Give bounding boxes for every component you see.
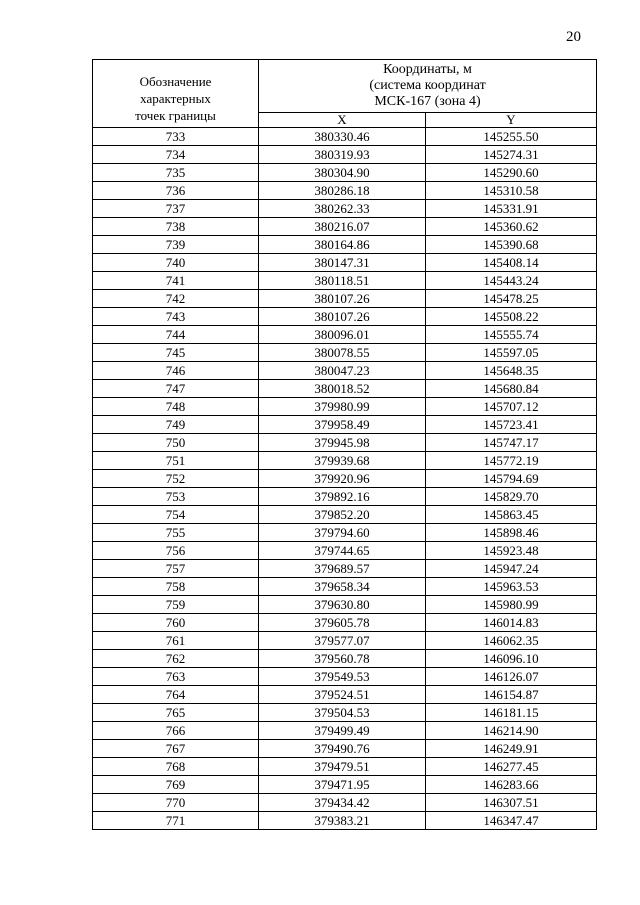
x-coordinate-cell: 379479.51 xyxy=(259,758,426,776)
y-coordinate-cell: 145555.74 xyxy=(426,326,597,344)
y-coordinate-cell: 145980.99 xyxy=(426,596,597,614)
y-coordinate-cell: 145310.58 xyxy=(426,182,597,200)
x-coordinate-cell: 379744.65 xyxy=(259,542,426,560)
x-coordinate-cell: 380286.18 xyxy=(259,182,426,200)
x-coordinate-cell: 379939.68 xyxy=(259,452,426,470)
table-row xyxy=(93,686,597,704)
point-cell: 755 xyxy=(93,524,259,542)
x-coordinate-cell: 380319.93 xyxy=(259,146,426,164)
table-row xyxy=(93,182,597,200)
y-coordinate-cell: 145747.17 xyxy=(426,434,597,452)
point-cell: 735 xyxy=(93,164,259,182)
x-coordinate-cell: 379658.34 xyxy=(259,578,426,596)
x-coordinate-cell: 380047.23 xyxy=(259,362,426,380)
point-cell: 753 xyxy=(93,488,259,506)
x-coordinate-cell: 379471.95 xyxy=(259,776,426,794)
table-row xyxy=(93,362,597,380)
table-row xyxy=(93,704,597,722)
x-coordinate-cell: 379689.57 xyxy=(259,560,426,578)
y-coordinate-cell: 145360.62 xyxy=(426,218,597,236)
y-column-header: Y xyxy=(426,113,597,128)
x-coordinate-cell: 379605.78 xyxy=(259,614,426,632)
x-column-header: X xyxy=(259,113,426,128)
y-coordinate-cell: 145648.35 xyxy=(426,362,597,380)
x-coordinate-cell: 379434.42 xyxy=(259,794,426,812)
x-coordinate-cell: 380107.26 xyxy=(259,308,426,326)
table-row xyxy=(93,416,597,434)
coords-header-line: (система координат xyxy=(369,78,486,93)
point-cell: 761 xyxy=(93,632,259,650)
point-cell: 762 xyxy=(93,650,259,668)
y-coordinate-cell: 145597.05 xyxy=(426,344,597,362)
y-coordinate-cell: 146154.87 xyxy=(426,686,597,704)
y-coordinate-cell: 145443.24 xyxy=(426,272,597,290)
table-row xyxy=(93,578,597,596)
y-coordinate-cell: 145923.48 xyxy=(426,542,597,560)
point-cell: 759 xyxy=(93,596,259,614)
y-coordinate-cell: 146126.07 xyxy=(426,668,597,686)
table-row xyxy=(93,812,597,830)
point-cell: 752 xyxy=(93,470,259,488)
y-coordinate-cell: 145274.31 xyxy=(426,146,597,164)
table-row xyxy=(93,650,597,668)
table-row xyxy=(93,236,597,254)
x-coordinate-cell: 380304.90 xyxy=(259,164,426,182)
y-coordinate-cell: 145723.41 xyxy=(426,416,597,434)
table-row xyxy=(93,272,597,290)
y-coordinate-cell: 145331.91 xyxy=(426,200,597,218)
table-row xyxy=(93,560,597,578)
x-coordinate-cell: 379794.60 xyxy=(259,524,426,542)
point-cell: 765 xyxy=(93,704,259,722)
y-coordinate-cell: 145478.25 xyxy=(426,290,597,308)
table-row xyxy=(93,434,597,452)
y-coordinate-cell: 146096.10 xyxy=(426,650,597,668)
y-coordinate-cell: 146214.90 xyxy=(426,722,597,740)
x-coordinate-cell: 380096.01 xyxy=(259,326,426,344)
x-coordinate-cell: 379499.49 xyxy=(259,722,426,740)
x-coordinate-cell: 380078.55 xyxy=(259,344,426,362)
point-cell: 736 xyxy=(93,182,259,200)
y-coordinate-cell: 145290.60 xyxy=(426,164,597,182)
table-row xyxy=(93,398,597,416)
x-coordinate-cell: 380330.46 xyxy=(259,128,426,146)
point-cell: 760 xyxy=(93,614,259,632)
table-row xyxy=(93,254,597,272)
table-row xyxy=(93,632,597,650)
point-cell: 764 xyxy=(93,686,259,704)
x-coordinate-cell: 379945.98 xyxy=(259,434,426,452)
y-coordinate-cell: 146283.66 xyxy=(426,776,597,794)
point-cell: 748 xyxy=(93,398,259,416)
point-cell: 741 xyxy=(93,272,259,290)
point-cell: 770 xyxy=(93,794,259,812)
x-coordinate-cell: 379980.99 xyxy=(259,398,426,416)
table-row xyxy=(93,668,597,686)
x-coordinate-cell: 379958.49 xyxy=(259,416,426,434)
y-coordinate-cell: 145947.24 xyxy=(426,560,597,578)
point-cell: 747 xyxy=(93,380,259,398)
table-row xyxy=(93,470,597,488)
point-cell: 749 xyxy=(93,416,259,434)
point-cell: 767 xyxy=(93,740,259,758)
point-cell: 757 xyxy=(93,560,259,578)
y-coordinate-cell: 146277.45 xyxy=(426,758,597,776)
y-coordinate-cell: 145772.19 xyxy=(426,452,597,470)
table-row xyxy=(93,596,597,614)
y-coordinate-cell: 145963.53 xyxy=(426,578,597,596)
table-row xyxy=(93,614,597,632)
coordinates-table xyxy=(92,59,597,830)
point-header-line: точек границы xyxy=(135,108,216,123)
point-cell: 737 xyxy=(93,200,259,218)
y-coordinate-cell: 145390.68 xyxy=(426,236,597,254)
table-row xyxy=(93,146,597,164)
page-number: 20 xyxy=(566,29,581,45)
x-coordinate-cell: 380164.86 xyxy=(259,236,426,254)
coordinates-header xyxy=(259,60,597,113)
y-coordinate-cell: 145680.84 xyxy=(426,380,597,398)
point-cell: 733 xyxy=(93,128,259,146)
table-row xyxy=(93,290,597,308)
point-cell: 756 xyxy=(93,542,259,560)
x-coordinate-cell: 379524.51 xyxy=(259,686,426,704)
table-row xyxy=(93,326,597,344)
y-coordinate-cell: 146062.35 xyxy=(426,632,597,650)
point-cell: 742 xyxy=(93,290,259,308)
x-coordinate-cell: 379490.76 xyxy=(259,740,426,758)
table-row xyxy=(93,200,597,218)
y-coordinate-cell: 145829.70 xyxy=(426,488,597,506)
point-cell: 771 xyxy=(93,812,259,830)
table-row xyxy=(93,164,597,182)
table-row xyxy=(93,218,597,236)
point-cell: 754 xyxy=(93,506,259,524)
point-cell: 738 xyxy=(93,218,259,236)
table-row xyxy=(93,380,597,398)
point-header-line: характерных xyxy=(140,91,211,106)
x-coordinate-cell: 379920.96 xyxy=(259,470,426,488)
y-coordinate-cell: 145794.69 xyxy=(426,470,597,488)
point-cell: 758 xyxy=(93,578,259,596)
x-coordinate-cell: 380018.52 xyxy=(259,380,426,398)
table-row xyxy=(93,740,597,758)
x-coordinate-cell: 379504.53 xyxy=(259,704,426,722)
table-row xyxy=(93,452,597,470)
table-row xyxy=(93,488,597,506)
x-coordinate-cell: 379852.20 xyxy=(259,506,426,524)
table-body xyxy=(93,128,597,830)
point-cell: 745 xyxy=(93,344,259,362)
table-row xyxy=(93,758,597,776)
coords-header-line: МСК-167 (зона 4) xyxy=(374,94,481,109)
y-coordinate-cell: 145408.14 xyxy=(426,254,597,272)
y-coordinate-cell: 146249.91 xyxy=(426,740,597,758)
x-coordinate-cell: 380262.33 xyxy=(259,200,426,218)
point-header-line: Обозначение xyxy=(139,74,212,89)
point-cell: 743 xyxy=(93,308,259,326)
point-cell: 734 xyxy=(93,146,259,164)
coords-header-line: Координаты, м xyxy=(383,62,472,77)
y-coordinate-cell: 145898.46 xyxy=(426,524,597,542)
point-cell: 746 xyxy=(93,362,259,380)
table-row xyxy=(93,524,597,542)
x-coordinate-cell: 379383.21 xyxy=(259,812,426,830)
y-coordinate-cell: 146307.51 xyxy=(426,794,597,812)
y-coordinate-cell: 145863.45 xyxy=(426,506,597,524)
y-coordinate-cell: 146014.83 xyxy=(426,614,597,632)
x-coordinate-cell: 380118.51 xyxy=(259,272,426,290)
table-row xyxy=(93,542,597,560)
point-cell: 763 xyxy=(93,668,259,686)
y-coordinate-cell: 145508.22 xyxy=(426,308,597,326)
point-cell: 739 xyxy=(93,236,259,254)
point-cell: 769 xyxy=(93,776,259,794)
point-cell: 768 xyxy=(93,758,259,776)
point-cell: 766 xyxy=(93,722,259,740)
point-cell: 744 xyxy=(93,326,259,344)
y-coordinate-cell: 145707.12 xyxy=(426,398,597,416)
table-header-row xyxy=(93,60,597,113)
x-coordinate-cell: 379630.80 xyxy=(259,596,426,614)
x-coordinate-cell: 380107.26 xyxy=(259,290,426,308)
point-cell: 751 xyxy=(93,452,259,470)
y-coordinate-cell: 146181.15 xyxy=(426,704,597,722)
table-row xyxy=(93,128,597,146)
x-coordinate-cell: 379549.53 xyxy=(259,668,426,686)
point-cell: 740 xyxy=(93,254,259,272)
table-row xyxy=(93,344,597,362)
point-cell: 750 xyxy=(93,434,259,452)
x-coordinate-cell: 379577.07 xyxy=(259,632,426,650)
table-row xyxy=(93,722,597,740)
x-coordinate-cell: 380216.07 xyxy=(259,218,426,236)
x-coordinate-cell: 380147.31 xyxy=(259,254,426,272)
x-coordinate-cell: 379560.78 xyxy=(259,650,426,668)
y-coordinate-cell: 145255.50 xyxy=(426,128,597,146)
y-coordinate-cell: 146347.47 xyxy=(426,812,597,830)
table-row xyxy=(93,794,597,812)
table-row xyxy=(93,776,597,794)
table-row xyxy=(93,506,597,524)
table-row xyxy=(93,308,597,326)
x-coordinate-cell: 379892.16 xyxy=(259,488,426,506)
point-designation-header xyxy=(93,60,259,128)
